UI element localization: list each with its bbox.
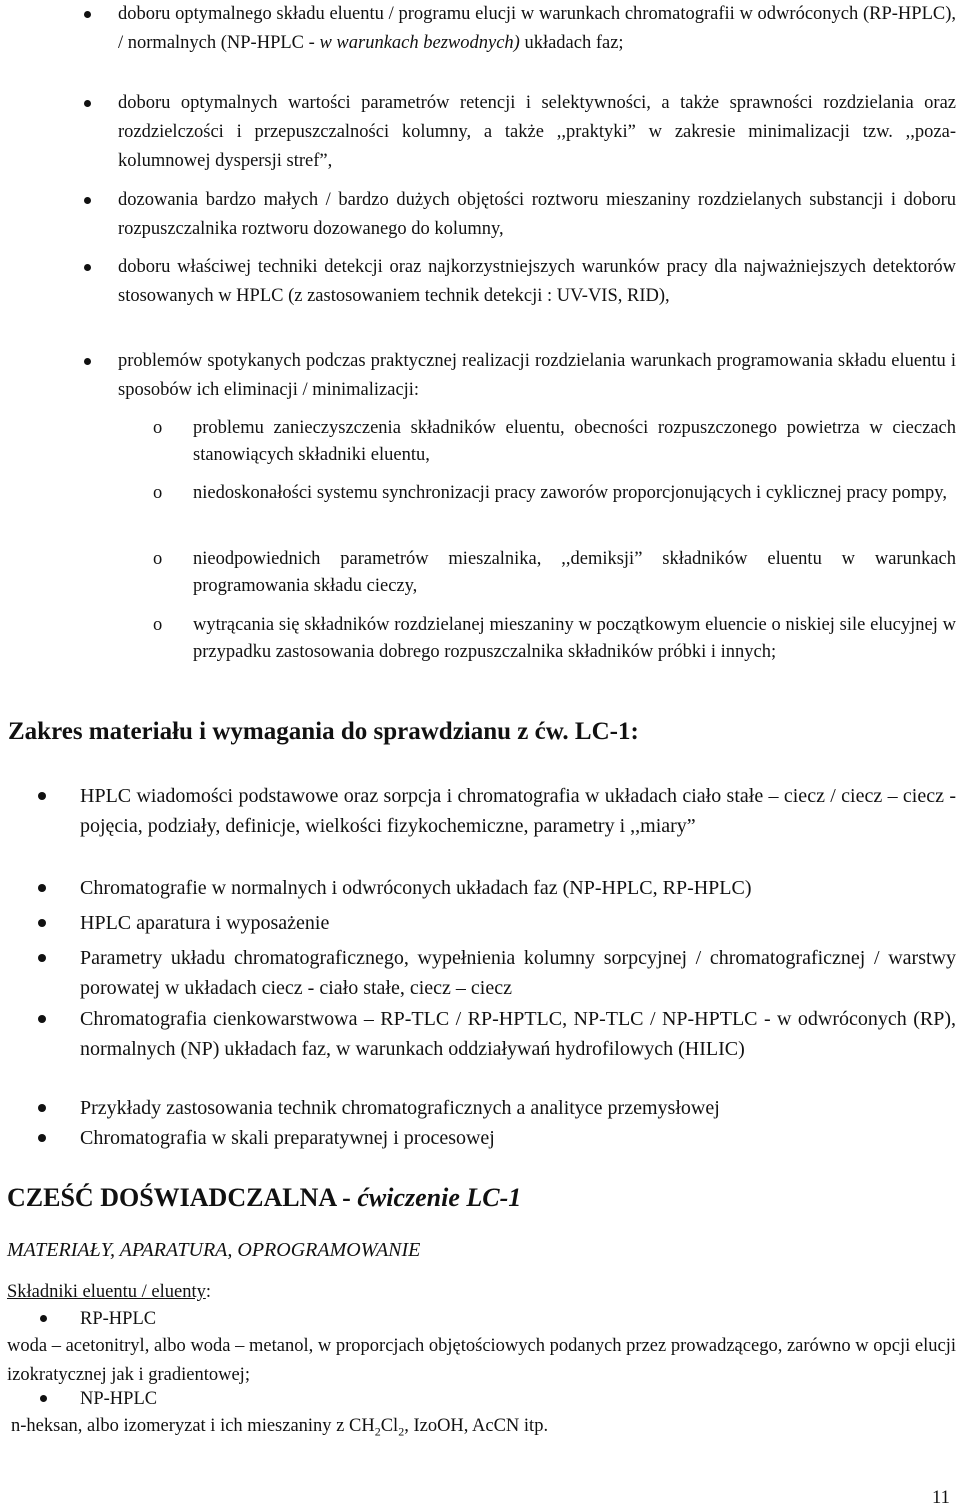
list-item: problemów spotykanych podczas praktycznej realizacji rozdzielania warunkach programowania składu eluentu i sposobów ich eliminacji / minimalizacji: bbox=[118, 347, 956, 405]
list-item: doboru optymalnego składu eluentu / programu elucji w warunkach chromatografii w odwróconych (RP-HPLC), / normalnych (NP-HPLC - w warunkach bezwodnych) układach faz; bbox=[118, 0, 956, 58]
bullet-icon bbox=[38, 884, 46, 892]
list-item: Parametry układu chromatograficznego, wypełnienia kolumny sorpcyjnej / chromatograficznej / warstwy porowatej w układach ciecz - ciało stałe, ciecz – ciecz bbox=[80, 944, 956, 1003]
bullet-icon bbox=[38, 1015, 46, 1023]
sub-list-item: o nieodpowiednich parametrów mieszalnika, ,,demiksji” składników eluentu w warunkach programowania składu cieczy, bbox=[193, 546, 956, 600]
bullet-icon bbox=[38, 792, 46, 800]
bullet-icon bbox=[84, 264, 91, 271]
sub-list-item: o niedoskonałości systemu synchronizacji pracy zaworów proporcjonujących i cyklicznej pracy pompy, bbox=[193, 480, 956, 507]
page-number: 11 bbox=[932, 1488, 950, 1508]
rp-eluent-text: woda – acetonitryl, albo woda – metanol, w proporcjach objętościowych podanych przez prowadzącego, zarówno w opcji elucji izokratycznej jak i gradientowej; bbox=[7, 1336, 956, 1385]
sub-list-item: o wytrącania się składników rozdzielanej mieszaniny w początkowym eluencie o niskiej sile elucyjnej w przypadku zastosowania dobrego rozpuszczalnika składników próbki i innych; bbox=[193, 612, 956, 666]
list-item: Przykłady zastosowania technik chromatograficznych a analityce przemysłowej bbox=[80, 1094, 956, 1124]
subsection-heading: MATERIAŁY, APARATURA, OPROGRAMOWANIE bbox=[7, 1239, 421, 1261]
sub-list-item: o problemu zanieczyszczenia składników eluentu, obecności rozpuszczonego powietrza w cieczach stanowiących składniki eluentu, bbox=[193, 415, 956, 469]
list-item: doboru właściwej techniki detekcji oraz najkorzystniejszych warunków pracy dla najważniejszych detektorów stosowanych w HPLC (z zastosowaniem technik detekcji : UV-VIS, RID), bbox=[118, 253, 956, 311]
bullet-icon bbox=[84, 358, 91, 365]
list-item: HPLC wiadomości podstawowe oraz sorpcja i chromatografia w układach ciało stałe – ciecz / ciecz – ciecz - pojęcia, podziały, definicje, wielkości fizykochemiczne, parametry i ,,miary” bbox=[80, 782, 956, 841]
list-item-rp-hplc: RP-HPLC bbox=[80, 1306, 156, 1332]
list-item: Chromatografia w skali preparatywnej i procesowej bbox=[80, 1124, 956, 1154]
circle-bullet-icon: o bbox=[153, 418, 163, 438]
list-item: Chromatografie w normalnych i odwróconych układach faz (NP-HPLC, RP-HPLC) bbox=[80, 874, 956, 904]
list-item-np-hplc: NP-HPLC bbox=[80, 1386, 157, 1412]
circle-bullet-icon: o bbox=[153, 549, 163, 569]
circle-bullet-icon: o bbox=[153, 615, 163, 635]
circle-bullet-icon: o bbox=[153, 483, 163, 503]
eluent-heading: Składniki eluentu / eluenty: bbox=[7, 1282, 211, 1302]
bullet-icon bbox=[40, 1315, 47, 1322]
bullet-icon bbox=[38, 1134, 46, 1142]
section-heading: Zakres materiału i wymagania do sprawdzianu z ćw. LC-1: bbox=[8, 718, 639, 745]
bullet-icon bbox=[38, 954, 46, 962]
bullet-icon bbox=[38, 919, 46, 927]
np-eluent-text: n-heksan, albo izomeryzat i ich mieszaniny z $CH_2Cl_2$, IzoOH, AcCN itp. bbox=[11, 1416, 549, 1439]
bullet-icon bbox=[84, 11, 91, 18]
list-item: HPLC aparatura i wyposażenie bbox=[80, 909, 956, 939]
list-item: doboru optymalnych wartości parametrów retencji i selektywności, a także sprawności rozdzielania oraz rozdzielczości i przepuszczalności kolumny, a także ,,praktyki” w zakresie minimalizacji tzw. ,,poza-kolumnowej dyspersji stref”, bbox=[118, 89, 956, 176]
part-heading: CZEŚĆ DOŚWIADCZALNA - ćwiczenie LC-1 bbox=[7, 1183, 522, 1212]
bullet-icon bbox=[84, 100, 91, 107]
bullet-icon bbox=[40, 1395, 47, 1402]
bullet-icon bbox=[84, 197, 91, 204]
list-item: Chromatografia cienkowarstwowa – RP-TLC / RP-HPTLC, NP-TLC / NP-HPTLC - w odwróconych (RP), normalnych (NP) układach faz, w warunkach oddziaływań hydrofilowych (HILIC) bbox=[80, 1005, 956, 1064]
bullet-icon bbox=[38, 1104, 46, 1112]
list-item: dozowania bardzo małych / bardzo dużych objętości roztworu mieszaniny rozdzielanych substancji i doboru rozpuszczalnika roztworu dozowanego do kolumny, bbox=[118, 186, 956, 244]
